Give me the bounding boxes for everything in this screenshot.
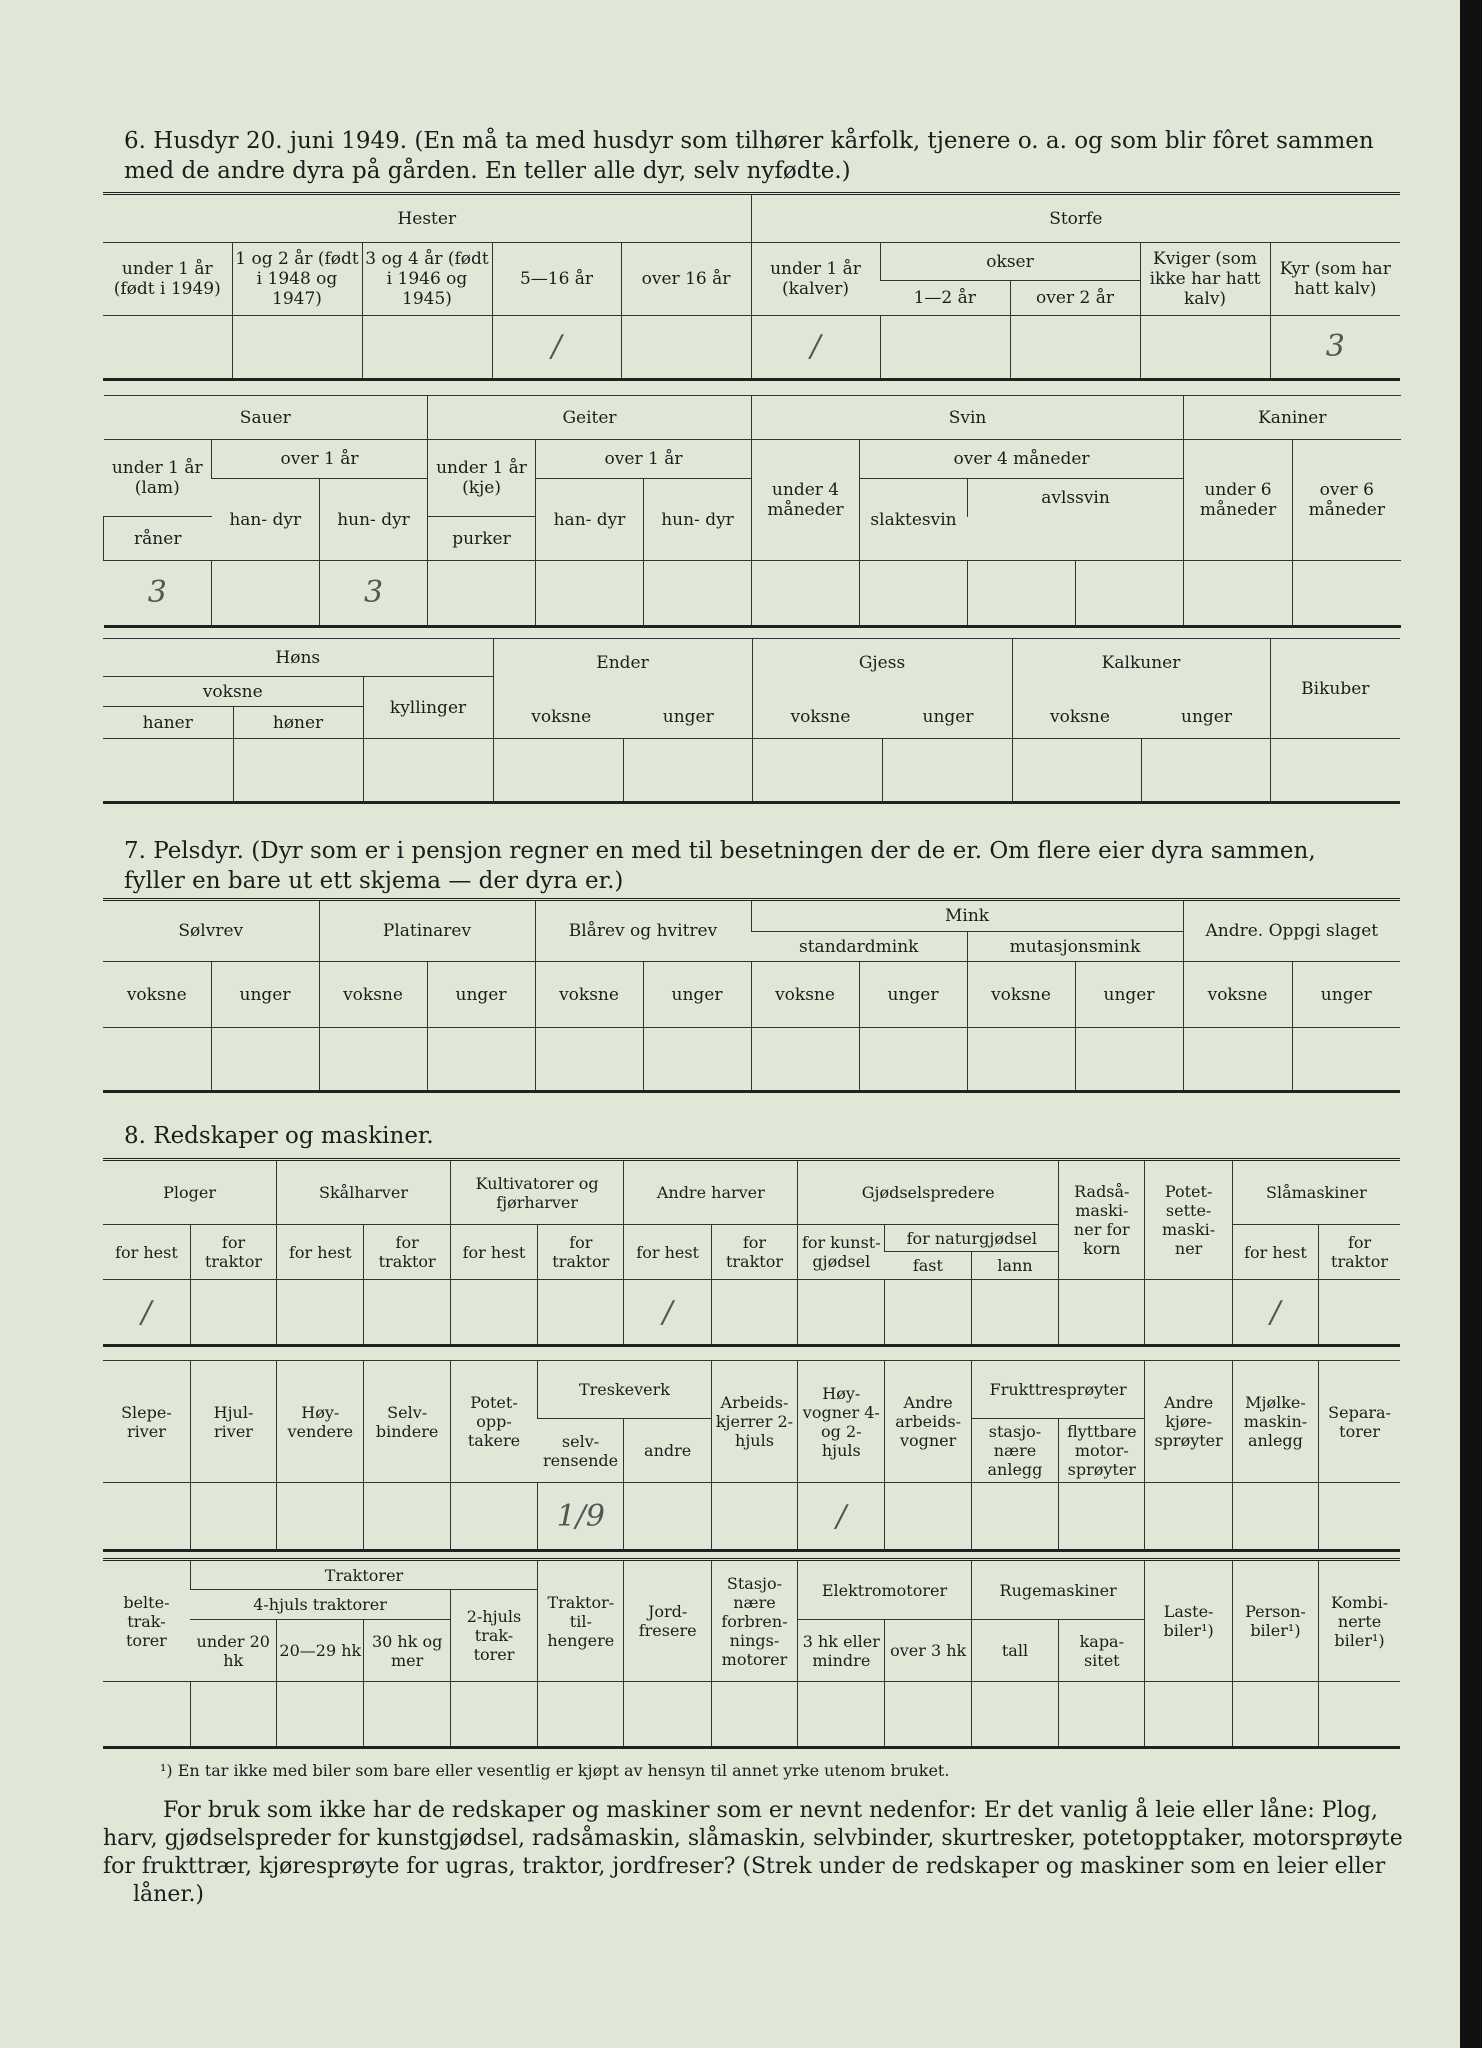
kjoresproyter: Andre kjøre- sprøyter xyxy=(1145,1361,1232,1483)
storfe-kalver: under 1 år (kalver) xyxy=(751,243,880,316)
rugemaskiner-header: Rugemaskiner xyxy=(971,1560,1145,1620)
value-cell[interactable] xyxy=(450,1280,537,1346)
arbeidsvogner: Andre arbeids- vogner xyxy=(885,1361,971,1483)
rental-question-line1: For bruk som ikke har de redskaper og maskiner som er nevnt nedenfor: Er det vanlig å leie eller låne: Plog, xyxy=(163,1798,1378,1823)
storfe-header: Storfe xyxy=(751,194,1400,243)
value-cell[interactable] xyxy=(427,1028,535,1092)
svin-avlssvin: avlssvin xyxy=(968,479,1184,517)
ploger-header: Ploger xyxy=(103,1160,277,1225)
treskeverk-header: Treskeverk xyxy=(538,1361,712,1419)
naturgjodsel-fast: fast xyxy=(885,1252,971,1280)
kalkuner-label: Kalkuner xyxy=(1101,652,1181,673)
value-cell[interactable] xyxy=(751,1028,859,1092)
value-cell[interactable] xyxy=(1319,1483,1400,1551)
svin-raner: råner xyxy=(104,517,212,561)
rental-question xyxy=(103,1797,1403,1909)
value-cell[interactable] xyxy=(103,316,232,380)
gjodselspredere-header: Gjødselspredere xyxy=(798,1160,1059,1225)
redskaper-table-2 xyxy=(103,1360,1400,1552)
husdyr-table-2 xyxy=(103,395,1401,628)
value-cell[interactable] xyxy=(1059,1682,1145,1748)
traktorer-header: Traktorer xyxy=(190,1560,537,1590)
voksne-label: voksne xyxy=(751,962,859,1028)
voksne-label: voksne xyxy=(319,962,427,1028)
value-cell[interactable] xyxy=(644,561,752,627)
sleperiver: Slepe- river xyxy=(103,1361,190,1483)
for-traktor: for traktor xyxy=(538,1225,624,1280)
kaniner-under6: under 6 måneder xyxy=(1184,440,1293,561)
value-cell[interactable] xyxy=(190,1682,276,1748)
hester-under1: under 1 år (født i 1949) xyxy=(103,243,232,316)
beltetraktorer: belte- trak- torer xyxy=(103,1560,190,1682)
skalharver-header: Skålharver xyxy=(277,1160,451,1225)
ruge-tall: tall xyxy=(971,1620,1058,1682)
hons-haner: haner xyxy=(103,707,233,739)
value-cell[interactable] xyxy=(798,1682,885,1748)
value-cell[interactable] xyxy=(103,1682,190,1748)
unger-label: unger xyxy=(859,962,967,1028)
kalkuner-header xyxy=(1012,639,1270,739)
svin-purker: purker xyxy=(428,517,536,561)
value-cell[interactable] xyxy=(711,1483,797,1551)
value-cell[interactable] xyxy=(1145,1682,1232,1748)
geiter-hundyr: hun- dyr xyxy=(644,479,752,561)
kaniner-header: Kaniner xyxy=(1184,396,1401,440)
traktor-20-29: 20—29 hk xyxy=(277,1620,364,1682)
storfe-kyr: Kyr (som har hatt kalv) xyxy=(1270,243,1400,316)
value-cell[interactable] xyxy=(232,316,362,380)
value-cell[interactable] xyxy=(277,1483,364,1551)
for-kunstgjodsel: for kunst- gjødsel xyxy=(798,1225,885,1280)
value-cell[interactable] xyxy=(1319,1682,1400,1748)
radsamaskiner-header: Radså- maski- ner for korn xyxy=(1059,1160,1145,1280)
value-cell[interactable] xyxy=(1076,561,1184,627)
elektromotorer-header: Elektromotorer xyxy=(798,1560,972,1620)
bikuber-header: Bikuber xyxy=(1270,639,1400,739)
potetsette-header: Potet- sette- maski- ner xyxy=(1145,1160,1232,1280)
value-cell[interactable] xyxy=(885,1483,971,1551)
value-cell[interactable] xyxy=(538,1280,624,1346)
hoyvendere: Høy- vendere xyxy=(277,1361,364,1483)
value-cell[interactable] xyxy=(1010,316,1140,380)
svin-slaktesvin: slaktesvin xyxy=(860,479,968,561)
value-cell[interactable] xyxy=(1183,1028,1292,1092)
value-cell[interactable] xyxy=(967,1028,1075,1092)
value-cell[interactable] xyxy=(450,1682,537,1748)
platinarev-header: Platinarev xyxy=(319,900,535,962)
unger-label: unger xyxy=(1075,962,1183,1028)
for-naturgjodsel: for naturgjødsel xyxy=(885,1225,1059,1252)
value-cell[interactable] xyxy=(190,1280,276,1346)
value-cell[interactable]: / xyxy=(1232,1280,1318,1346)
value-cell[interactable] xyxy=(880,316,1010,380)
okser-over2: over 2 år xyxy=(1010,281,1140,316)
redskaper-table-3 xyxy=(103,1558,1400,1749)
value-cell[interactable]: / xyxy=(624,1280,711,1346)
frukttresproyter-header: Frukttresprøyter xyxy=(971,1361,1145,1419)
value-cell[interactable]: 3 xyxy=(320,561,428,627)
hester-header: Hester xyxy=(103,194,751,243)
value-cell[interactable] xyxy=(1145,1483,1232,1551)
geiter-over1: over 1 år xyxy=(536,440,752,479)
value-cell[interactable] xyxy=(233,739,363,803)
for-traktor: for traktor xyxy=(364,1225,450,1280)
rental-question-line3: for frukttrær, kjøresprøyte for ugras, traktor, jordfreser? (Strek under de redskaper og maskiner som en leier eller låner.) xyxy=(103,1854,1386,1907)
svin-over4: over 4 måneder xyxy=(860,440,1184,479)
value-cell[interactable] xyxy=(1232,1483,1318,1551)
for-hest: for hest xyxy=(1232,1225,1318,1280)
value-cell[interactable] xyxy=(1293,561,1401,627)
kalkuner-unger: unger xyxy=(1181,706,1232,727)
footnote: ¹) En tar ikke med biler som bare eller vesentlig er kjøpt av hensyn til annet yrke utenom bruket. xyxy=(160,1761,950,1780)
arbeidskjerrer: Arbeids- kjerrer 2-hjuls xyxy=(711,1361,797,1483)
value-cell[interactable] xyxy=(364,1280,450,1346)
hons-voksne: voksne xyxy=(103,677,363,707)
hester-over16: over 16 år xyxy=(621,243,751,316)
unger-label: unger xyxy=(1292,962,1400,1028)
solvrev-header: Sølvrev xyxy=(103,900,319,962)
treskeverk-andre: andre xyxy=(624,1419,711,1483)
value-cell[interactable] xyxy=(885,1682,971,1748)
svin-under4: under 4 måneder xyxy=(752,440,860,561)
value-cell[interactable] xyxy=(971,1483,1058,1551)
traktortilhengere: Traktor- til- hengere xyxy=(538,1560,624,1682)
hons-header: Høns xyxy=(103,639,493,677)
storfe-kviger: Kviger (som ikke har hatt kalv) xyxy=(1140,243,1270,316)
section7-title xyxy=(124,836,1316,896)
potetopptakere: Potet- opp- takere xyxy=(450,1361,537,1483)
sauer-handyr: han- dyr xyxy=(212,479,320,561)
naturgjodsel-lann: lann xyxy=(971,1252,1058,1280)
selvbindere: Selv- bindere xyxy=(364,1361,450,1483)
ender-label: Ender xyxy=(596,652,649,673)
value-cell[interactable]: 3 xyxy=(104,561,212,627)
voksne-label: voksne xyxy=(967,962,1075,1028)
kultivatorer-header: Kultivatorer og fjørharver xyxy=(450,1160,624,1225)
value-cell[interactable] xyxy=(711,1280,797,1346)
voksne-label: voksne xyxy=(535,962,643,1028)
andre-header: Andre. Oppgi slaget xyxy=(1183,900,1400,962)
unger-label: unger xyxy=(427,962,535,1028)
jordfresere: Jord- fresere xyxy=(624,1560,711,1682)
voksne-label: voksne xyxy=(103,962,211,1028)
value-cell[interactable] xyxy=(535,1028,643,1092)
value-cell[interactable] xyxy=(211,1028,319,1092)
scan-edge xyxy=(1460,0,1482,2048)
hester-1-2: 1 og 2 år (født i 1948 og 1947) xyxy=(232,243,362,316)
ender-unger: unger xyxy=(662,706,714,727)
value-cell[interactable] xyxy=(1184,561,1293,627)
slamaskiner-header: Slåmaskiner xyxy=(1232,1160,1400,1225)
sauer-over1: over 1 år xyxy=(212,440,428,479)
sauer-header: Sauer xyxy=(104,396,428,440)
value-cell[interactable]: / xyxy=(492,316,621,380)
value-cell[interactable] xyxy=(711,1682,797,1748)
value-cell[interactable] xyxy=(493,739,623,803)
value-cell[interactable] xyxy=(971,1682,1058,1748)
value-cell[interactable] xyxy=(752,739,882,803)
redskaper-table-1 xyxy=(103,1158,1400,1347)
value-cell[interactable] xyxy=(364,1682,450,1748)
storfe-okser: okser xyxy=(880,243,1140,281)
hoyvogner: Høy- vogner 4- og 2- hjuls xyxy=(798,1361,885,1483)
value-cell[interactable]: / xyxy=(798,1483,885,1551)
hjulriver: Hjul- river xyxy=(190,1361,276,1483)
value-cell[interactable] xyxy=(190,1483,276,1551)
value-cell[interactable] xyxy=(1292,1028,1400,1092)
value-cell[interactable]: / xyxy=(103,1280,190,1346)
value-cell[interactable] xyxy=(1145,1280,1232,1346)
for-traktor: for traktor xyxy=(1319,1225,1400,1280)
value-cell[interactable]: 1/9 xyxy=(538,1483,624,1551)
4-hjuls-traktorer: 4-hjuls traktorer xyxy=(190,1590,450,1620)
for-traktor: for traktor xyxy=(711,1225,797,1280)
value-cell[interactable] xyxy=(103,1483,190,1551)
value-cell[interactable] xyxy=(1012,739,1141,803)
frukt-flyttbare: flyttbare motor- sprøyter xyxy=(1059,1419,1145,1483)
value-cell[interactable] xyxy=(364,1483,450,1551)
traktor-under20: under 20 hk xyxy=(190,1620,276,1682)
mink-header: Mink xyxy=(751,900,1183,932)
value-cell[interactable] xyxy=(624,1483,711,1551)
value-cell[interactable] xyxy=(1059,1483,1145,1551)
for-traktor: for traktor xyxy=(190,1225,276,1280)
separatorer: Separa- torer xyxy=(1319,1361,1400,1483)
treskeverk-selvrensende: selv- rensende xyxy=(538,1419,624,1483)
unger-label: unger xyxy=(643,962,751,1028)
value-cell[interactable] xyxy=(971,1280,1058,1346)
value-cell[interactable] xyxy=(363,739,493,803)
svin-header: Svin xyxy=(752,396,1184,440)
value-cell[interactable] xyxy=(624,1682,711,1748)
husdyr-table-3 xyxy=(103,638,1400,804)
section7-title-line2: fyller en bare ut ett skjema — der dyra er.) xyxy=(124,868,624,894)
rental-question-line2: harv, gjødselspreder for kunstgjødsel, radsåmaskin, slåmaskin, selvbinder, skurtresker, potetopptaker, motorsprøyte xyxy=(103,1826,1403,1851)
stasjonaere-motorer: Stasjo- nære forbren- nings- motorer xyxy=(711,1560,797,1682)
value-cell[interactable] xyxy=(103,1028,211,1092)
gjess-voksne: voksne xyxy=(790,706,851,727)
sauer-hundyr: hun- dyr xyxy=(320,479,428,561)
value-cell[interactable]: / xyxy=(751,316,880,380)
value-cell[interactable] xyxy=(536,561,644,627)
section7-title-line1: 7. Pelsdyr. (Dyr som er i pensjon regner en med til besetningen der de er. Om flere eier dyra sammen, xyxy=(124,838,1316,864)
geiter-handyr: han- dyr xyxy=(536,479,644,561)
voksne-label: voksne xyxy=(1183,962,1292,1028)
lastebiler: Laste- biler¹) xyxy=(1145,1560,1232,1682)
section6-title-line1: 6. Husdyr 20. juni 1949. (En må ta med husdyr som tilhører kårfolk, tjenere o. a. og som blir fôret sammen xyxy=(124,128,1374,154)
kalkuner-voksne: voksne xyxy=(1050,706,1110,727)
value-cell[interactable] xyxy=(798,1280,885,1346)
for-hest: for hest xyxy=(450,1225,537,1280)
personbiler: Person- biler¹) xyxy=(1232,1560,1318,1682)
mutasjonsmink-header: mutasjonsmink xyxy=(967,932,1183,962)
value-cell[interactable] xyxy=(1059,1280,1145,1346)
hons-honer: høner xyxy=(233,707,363,739)
for-hest: for hest xyxy=(277,1225,364,1280)
value-cell[interactable] xyxy=(968,561,1076,627)
section8-title: 8. Redskaper og maskiner. xyxy=(124,1123,434,1149)
blarev-header: Blårev og hvitrev xyxy=(535,900,751,962)
ruge-kapasitet: kapa- sitet xyxy=(1059,1620,1145,1682)
value-cell[interactable] xyxy=(428,561,536,627)
value-cell[interactable] xyxy=(362,316,492,380)
sauer-lam: under 1 år (lam) xyxy=(104,440,212,517)
standardmink-header: standardmink xyxy=(751,932,967,962)
ender-header xyxy=(493,639,752,739)
value-cell[interactable] xyxy=(643,1028,751,1092)
pelsdyr-table xyxy=(103,898,1400,1093)
mjolkemaskin: Mjølke- maskin- anlegg xyxy=(1232,1361,1318,1483)
value-cell[interactable] xyxy=(1270,739,1400,803)
section6-title xyxy=(124,126,1374,186)
value-cell[interactable] xyxy=(1075,1028,1183,1092)
value-cell[interactable] xyxy=(538,1682,624,1748)
value-cell[interactable]: 3 xyxy=(1270,316,1400,380)
value-cell[interactable] xyxy=(621,316,751,380)
value-cell[interactable] xyxy=(882,739,1012,803)
value-cell[interactable] xyxy=(885,1280,971,1346)
husdyr-table-1 xyxy=(103,192,1400,381)
for-hest: for hest xyxy=(624,1225,711,1280)
value-cell[interactable] xyxy=(860,561,968,627)
value-cell[interactable] xyxy=(859,1028,967,1092)
kaniner-over6: over 6 måneder xyxy=(1293,440,1401,561)
value-cell[interactable] xyxy=(1141,739,1270,803)
value-cell[interactable] xyxy=(1232,1682,1318,1748)
elektro-over3: over 3 hk xyxy=(885,1620,971,1682)
value-cell[interactable] xyxy=(1319,1280,1400,1346)
andre-harver-header: Andre harver xyxy=(624,1160,798,1225)
value-cell[interactable] xyxy=(212,561,320,627)
section6-title-line2: med de andre dyra på gården. En teller alle dyr, selv nyfødte.) xyxy=(124,158,851,184)
value-cell[interactable] xyxy=(319,1028,427,1092)
value-cell[interactable] xyxy=(623,739,752,803)
value-cell[interactable] xyxy=(450,1483,537,1551)
value-cell[interactable] xyxy=(277,1280,364,1346)
value-cell[interactable] xyxy=(103,739,233,803)
2-hjuls-traktorer: 2-hjuls trak- torer xyxy=(450,1590,537,1682)
value-cell[interactable] xyxy=(1140,316,1270,380)
hester-5-16: 5—16 år xyxy=(492,243,621,316)
geiter-header: Geiter xyxy=(428,396,752,440)
okser-1-2: 1—2 år xyxy=(880,281,1010,316)
frukt-stasjonaere: stasjo- nære anlegg xyxy=(971,1419,1058,1483)
hons-kyllinger: kyllinger xyxy=(363,677,493,739)
hester-3-4: 3 og 4 år (født i 1946 og 1945) xyxy=(362,243,492,316)
geiter-kje: under 1 år (kje) xyxy=(428,440,536,517)
value-cell[interactable] xyxy=(752,561,860,627)
gjess-header xyxy=(752,639,1012,739)
kombinerte-biler: Kombi- nerte biler¹) xyxy=(1319,1560,1400,1682)
value-cell[interactable] xyxy=(277,1682,364,1748)
gjess-label: Gjess xyxy=(858,652,906,673)
traktor-30-plus: 30 hk og mer xyxy=(364,1620,450,1682)
elektro-3hk: 3 hk eller mindre xyxy=(798,1620,885,1682)
ender-voksne: voksne xyxy=(531,706,592,727)
gjess-unger: unger xyxy=(922,706,974,727)
for-hest: for hest xyxy=(103,1225,190,1280)
unger-label: unger xyxy=(211,962,319,1028)
